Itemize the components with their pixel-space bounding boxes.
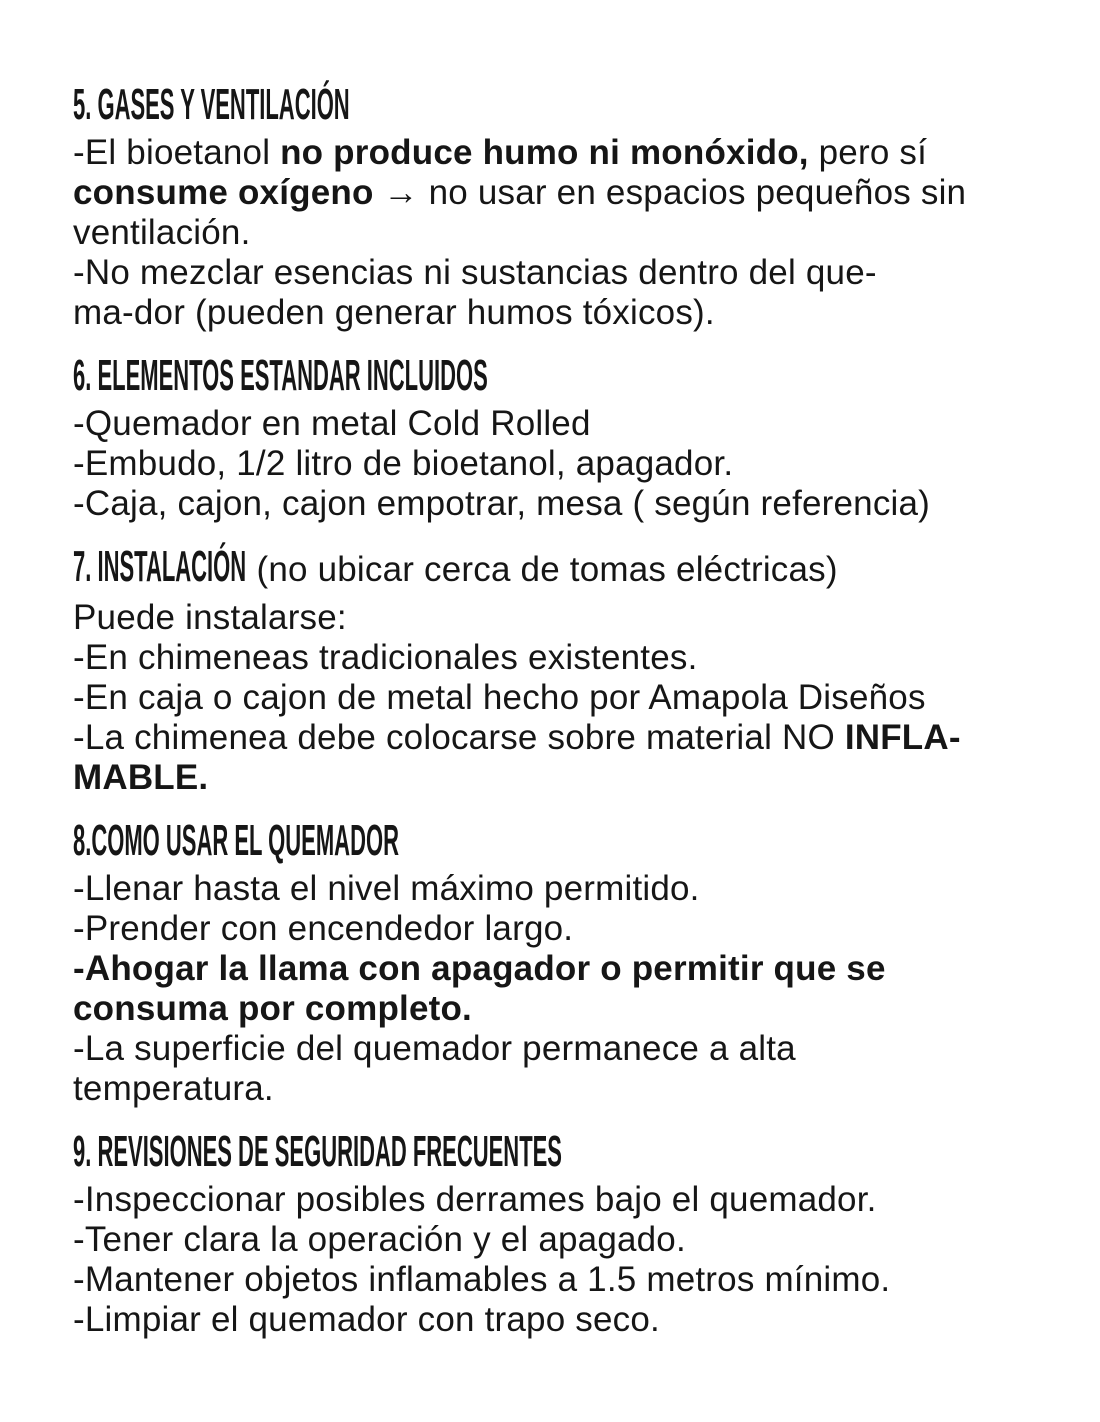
section-heading-text: 9. REVISIONES DE SEGURIDAD FRECUENTES xyxy=(73,1127,562,1176)
section-heading-suffix: (no ubicar cerca de tomas eléctricas) xyxy=(256,550,838,589)
text-segment-bold: consuma por completo. xyxy=(73,989,472,1028)
text-segment: -Mantener objetos inflamables a 1.5 metros mínimo. xyxy=(73,1260,891,1299)
section-gases-y-ventilacion xyxy=(73,80,1040,333)
text-segment: ma-dor (pueden generar humos tóxicos). xyxy=(73,293,715,332)
text-segment: temperatura. xyxy=(73,1069,274,1108)
section-elementos-estandar-incluidos xyxy=(73,351,1040,524)
text-line xyxy=(73,1300,1040,1340)
text-segment: -Inspeccionar posibles derrames bajo el quemador. xyxy=(73,1180,877,1219)
text-line xyxy=(73,718,1040,758)
text-segment-bold: consume oxígeno xyxy=(73,173,374,212)
text-line xyxy=(73,1220,1040,1260)
text-line xyxy=(73,638,1040,678)
section-heading-text: 7. INSTALACIÓN xyxy=(73,542,247,591)
text-segment: -Limpiar el quemador con trapo seco. xyxy=(73,1300,660,1339)
text-segment: → no usar en espacios pequeños sin xyxy=(373,173,967,212)
text-segment: -Caja, cajon, cajon empotrar, mesa ( según referencia) xyxy=(73,484,931,523)
section-heading xyxy=(73,816,1040,865)
text-segment: -No mezclar esencias ni sustancias dentro del que- xyxy=(73,253,877,292)
text-line xyxy=(73,1069,1040,1109)
text-segment: -Tener clara la operación y el apagado. xyxy=(73,1220,686,1259)
text-segment: pero sí xyxy=(808,133,928,172)
text-line xyxy=(73,989,1040,1029)
section-heading xyxy=(73,351,1040,400)
text-line xyxy=(73,484,1040,524)
text-segment: -El bioetanol xyxy=(73,133,281,172)
text-segment: -La superficie del quemador permanece a alta xyxy=(73,1029,796,1068)
section-heading xyxy=(73,80,1040,129)
text-line xyxy=(73,758,1040,798)
text-line xyxy=(73,598,1040,638)
text-segment: -Quemador en metal Cold Rolled xyxy=(73,404,591,443)
text-line xyxy=(73,678,1040,718)
text-line xyxy=(73,253,1040,293)
text-line xyxy=(73,1260,1040,1300)
text-line xyxy=(73,949,1040,989)
text-line xyxy=(73,1180,1040,1220)
section-revisiones-de-seguridad-frecuentes xyxy=(73,1127,1040,1340)
text-segment: -La chimenea debe colocarse sobre material NO xyxy=(73,718,845,757)
text-segment: ventilación. xyxy=(73,213,251,252)
text-line xyxy=(73,293,1040,333)
text-segment: -En caja o cajon de metal hecho por Amapola Diseños xyxy=(73,678,926,717)
text-segment: -En chimeneas tradicionales existentes. xyxy=(73,638,698,677)
text-segment: -Embudo, 1/2 litro de bioetanol, apagador. xyxy=(73,444,734,483)
text-segment-bold: INFLA- xyxy=(844,718,961,757)
text-segment: -Prender con encendedor largo. xyxy=(73,909,574,948)
section-heading-text: 6. ELEMENTOS ESTANDAR INCLUIDOS xyxy=(73,351,488,400)
section-heading xyxy=(73,1127,1040,1176)
text-line xyxy=(73,173,1040,213)
document-body xyxy=(73,80,1040,1340)
section-heading xyxy=(73,542,1040,591)
text-line xyxy=(73,133,1040,173)
text-line xyxy=(73,213,1040,253)
text-segment-bold: MABLE. xyxy=(73,758,209,797)
text-segment: Puede instalarse: xyxy=(73,598,347,637)
text-segment: -Llenar hasta el nivel máximo permitido. xyxy=(73,869,700,908)
text-line xyxy=(73,404,1040,444)
section-heading-text: 5. GASES Y VENTILACIÓN xyxy=(73,80,350,129)
text-segment-bold: no produce humo ni monóxido, xyxy=(280,133,809,172)
text-line xyxy=(73,444,1040,484)
text-segment-bold: -Ahogar la llama con apagador o permitir que se xyxy=(73,949,886,988)
section-heading-text: 8.COMO USAR EL QUEMADOR xyxy=(73,816,399,865)
section-como-usar-el-quemador xyxy=(73,816,1040,1109)
section-instalacion xyxy=(73,542,1040,798)
text-line xyxy=(73,909,1040,949)
text-line xyxy=(73,1029,1040,1069)
text-line xyxy=(73,869,1040,909)
